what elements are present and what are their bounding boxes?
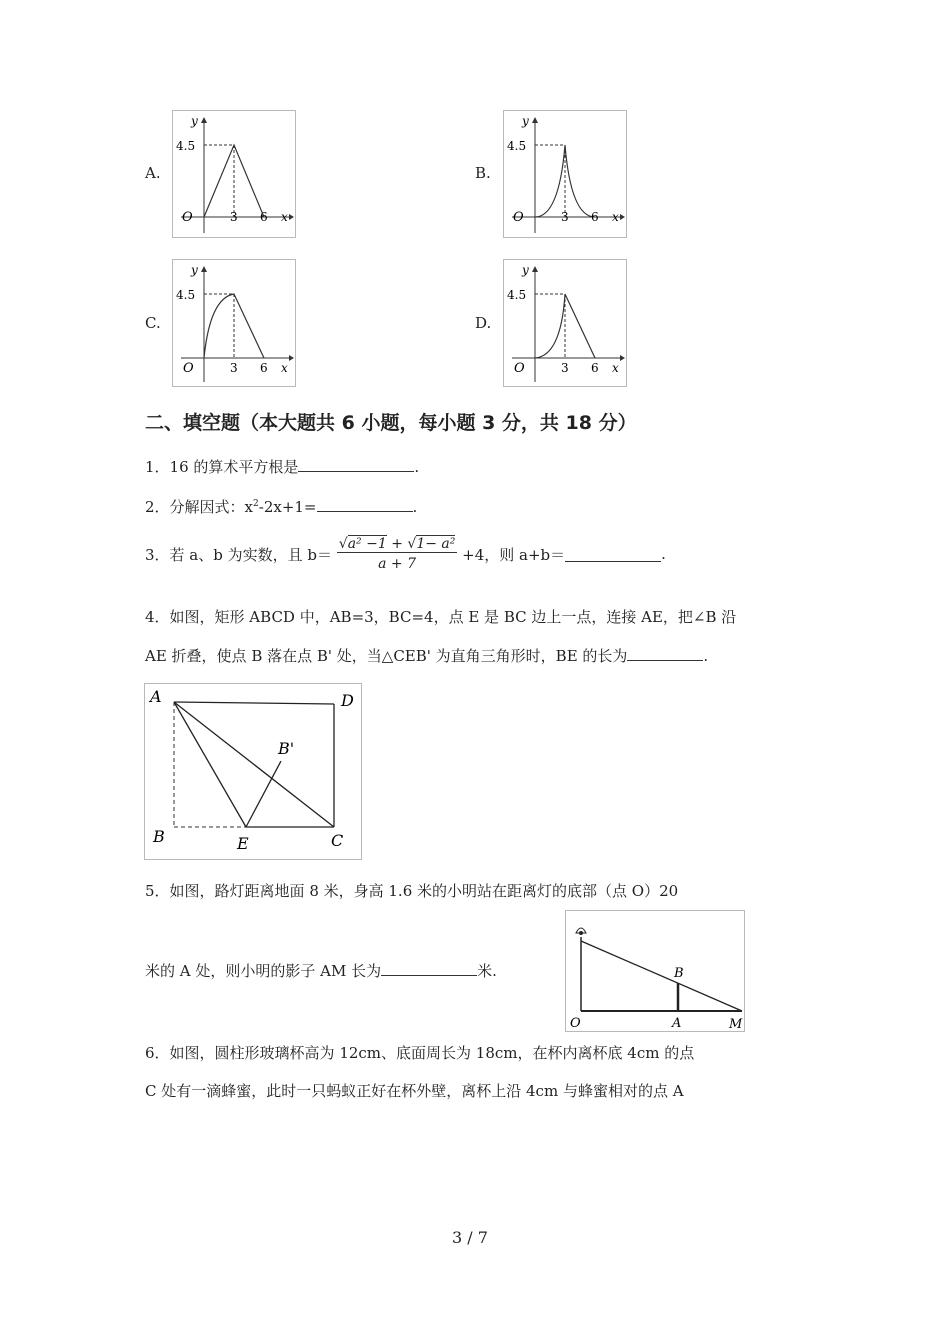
svg-text:B: B xyxy=(153,827,165,846)
svg-text:4.5: 4.5 xyxy=(507,139,527,153)
q3-fraction: $\frac{\text{√a² −1 + √1− a²}}{a + 7}$ xyxy=(338,536,456,572)
section-heading: 二、填空题（本大题共 6 小题，每小题 3 分，共 18 分） xyxy=(145,412,637,434)
svg-text:D: D xyxy=(341,691,354,710)
question-6-line-2: C 处有一滴蜂蜜，此时一只蚂蚁正好在杯外壁，离杯上沿 4cm 与蜂蜜相对的点 A xyxy=(145,1082,684,1100)
option-c-label: C. xyxy=(145,314,161,332)
svg-text:4.5: 4.5 xyxy=(507,288,527,302)
question-5-figure xyxy=(565,910,745,1032)
svg-text:6: 6 xyxy=(591,210,599,224)
answer-blank-1[interactable] xyxy=(298,457,414,472)
svg-text:y: y xyxy=(191,263,198,277)
svg-text:4.5: 4.5 xyxy=(176,139,196,153)
question-4-figure xyxy=(144,683,362,860)
svg-text:3: 3 xyxy=(561,361,569,375)
svg-text:C: C xyxy=(331,831,344,850)
svg-text:x: x xyxy=(281,361,288,375)
option-a-graph xyxy=(172,110,296,238)
answer-blank-2[interactable] xyxy=(317,497,413,512)
option-b-graph xyxy=(503,110,627,238)
answer-blank-3[interactable] xyxy=(565,547,661,562)
svg-text:O: O xyxy=(570,1016,581,1031)
svg-text:O: O xyxy=(182,210,193,225)
svg-text:O: O xyxy=(514,361,525,376)
option-d-graph xyxy=(503,259,627,387)
svg-text:y: y xyxy=(522,114,529,128)
option-b-label: B. xyxy=(475,164,491,182)
question-5-line-2: 米的 A 处，则小明的影子 AM 长为 米. xyxy=(145,962,497,980)
answer-blank-5[interactable] xyxy=(381,961,477,976)
svg-text:6: 6 xyxy=(260,361,268,375)
option-a-label: A. xyxy=(145,164,161,182)
svg-text:O: O xyxy=(513,210,524,225)
svg-text:A: A xyxy=(672,1016,682,1031)
svg-text:A: A xyxy=(150,687,162,706)
svg-text:3: 3 xyxy=(230,210,238,224)
svg-text:O: O xyxy=(183,361,194,376)
question-4-line-2: AE 折叠，使点 B 落在点 B' 处，当△CEB' 为直角三角形时，BE 的长为 . xyxy=(145,647,709,665)
svg-text:B: B xyxy=(674,966,684,981)
svg-text:3: 3 xyxy=(230,361,238,375)
option-c-graph xyxy=(172,259,296,387)
question-6-line-1: 6．如图，圆柱形玻璃杯高为 12cm、底面周长为 18cm，在杯内离杯底 4cm 的点 xyxy=(145,1044,695,1062)
svg-text:y: y xyxy=(191,114,198,128)
svg-text:B': B' xyxy=(278,739,295,758)
svg-text:3: 3 xyxy=(561,210,569,224)
page-number: 3 / 7 xyxy=(452,1228,488,1247)
svg-text:6: 6 xyxy=(260,210,268,224)
svg-text:x: x xyxy=(612,361,619,375)
question-3: 3．若 a、b 为实数，且 b＝ $\frac{\text{√a² −1 + √1− a²}}{a + 7}$ +4，则 a+b＝ . xyxy=(145,536,666,572)
answer-blank-4[interactable] xyxy=(627,646,703,661)
svg-text:4.5: 4.5 xyxy=(176,288,196,302)
svg-text:M: M xyxy=(729,1017,743,1031)
svg-text:y: y xyxy=(522,263,529,277)
svg-text:E: E xyxy=(237,834,249,853)
svg-text:6: 6 xyxy=(591,361,599,375)
question-4-line-1: 4．如图，矩形 ABCD 中，AB=3，BC=4，点 E 是 BC 边上一点，连接 AE，把∠B 沿 xyxy=(145,608,737,626)
question-5-line-1: 5．如图，路灯距离地面 8 米，身高 1.6 米的小明站在距离灯的底部（点 O）20 xyxy=(145,882,679,900)
svg-text:x: x xyxy=(612,210,619,224)
option-d-label: D. xyxy=(475,314,492,332)
svg-text:x: x xyxy=(281,210,288,224)
question-2: 2．分解因式：$x^2-2x+1=$ . xyxy=(145,498,418,516)
question-1: 1．16 的算术平方根是 . xyxy=(145,458,420,476)
